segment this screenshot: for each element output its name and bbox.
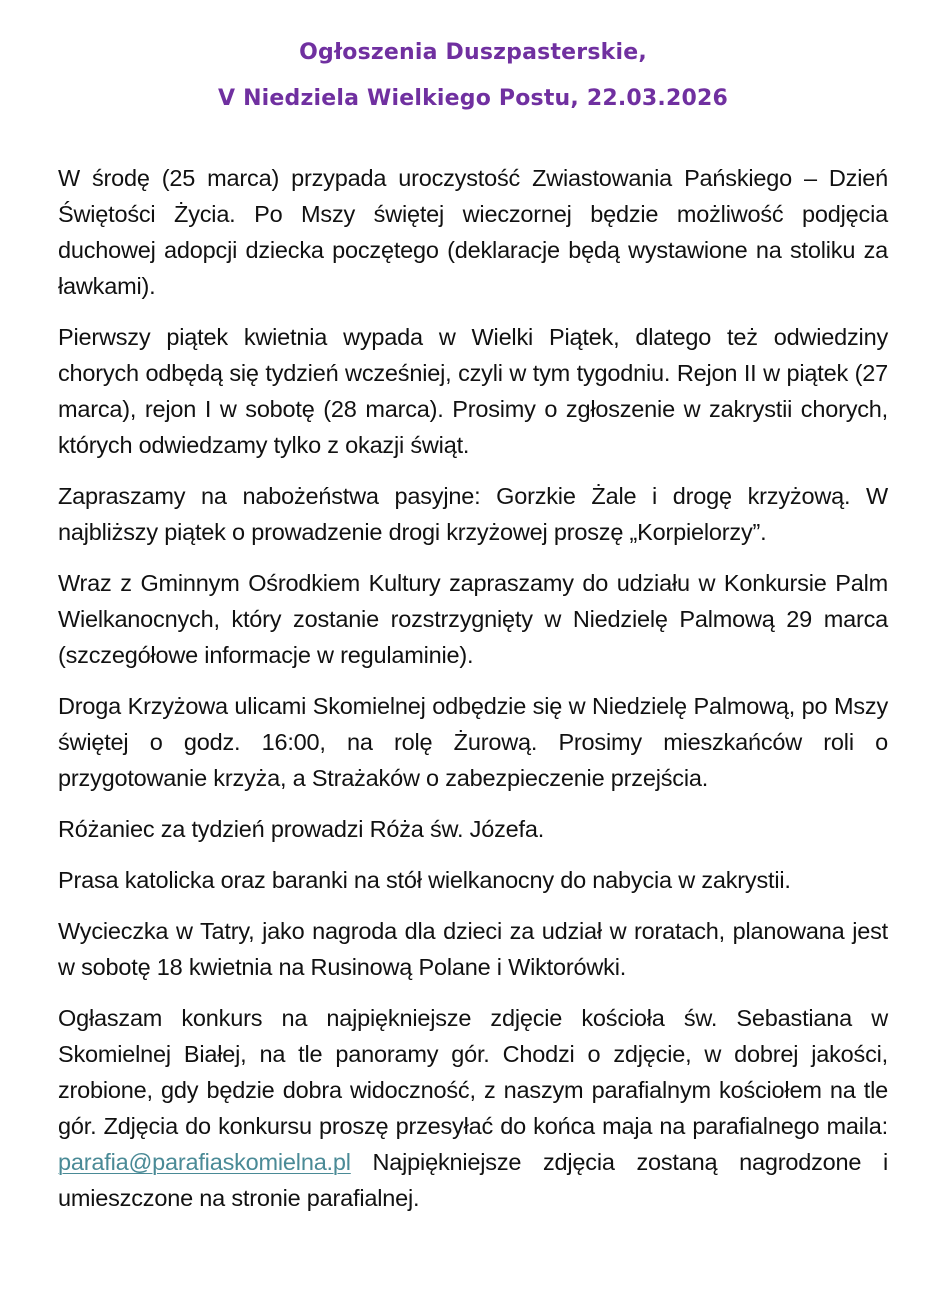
announcement-page bbox=[58, 30, 888, 1231]
photo-contest-text-after: Najpiękniejsze zdjęcia zostaną nagrodzone i umieszczone na stronie parafialnej. bbox=[58, 1149, 888, 1211]
parish-email-link[interactable]: parafia@parafiaskomielna.pl bbox=[58, 1149, 351, 1175]
announcement-photo-contest bbox=[58, 1000, 888, 1216]
announcement-tatra-trip: Wycieczka w Tatry, jako nagroda dla dzieci za udział w roratach, planowana jest w sobotę 18 kwietnia na Rusinową Polane i Wiktorówki. bbox=[58, 918, 888, 980]
photo-contest-text-before: Ogłaszam konkurs na najpiękniejsze zdjęcie kościoła św. Sebastiana w Skomielnej Białej, na tle panoramy gór. Chodzi o zdjęcie, w dobrej jakości, zrobione, gdy będzie dobra widoczność, z naszym parafialnym kościołem na tle gór. Zdjęcia do konkursu proszę przesyłać do końca maja na parafialnego maila: bbox=[58, 1005, 888, 1139]
title-line-1: Ogłoszenia Duszpasterskie, bbox=[299, 40, 647, 65]
announcements-body bbox=[58, 160, 888, 1216]
announcement-annunciation: W środę (25 marca) przypada uroczystość Zwiastowania Pańskiego – Dzień Świętości Życia. Po Mszy świętej wieczornej będzie możliwość podjęcia duchowej adopcji dziecka poczętego (deklaracje będą wystawione na stoliku za ławkami). bbox=[58, 165, 888, 299]
title-line-2: V Niedziela Wielkiego Postu, 22.03.2026 bbox=[217, 86, 728, 111]
announcement-sick-visits: Pierwszy piątek kwietnia wypada w Wielki Piątek, dlatego też odwiedziny chorych odbędą się tydzień wcześniej, czyli w tym tygodniu. Rejon II w piątek (27 marca), rejon I w sobotę (28 marca). Prosimy o zgłoszenie w zakrystii chorych, których odwiedzamy tylko z okazji świąt. bbox=[58, 324, 888, 458]
page-title bbox=[58, 30, 888, 122]
announcement-palm-contest: Wraz z Gminnym Ośrodkiem Kultury zapraszamy do udziału w Konkursie Palm Wielkanocnych, który zostanie rozstrzygnięty w Niedzielę Palmową 29 marca (szczegółowe informacje w regulaminie). bbox=[58, 570, 888, 668]
announcement-catholic-press: Prasa katolicka oraz baranki na stół wielkanocny do nabycia w zakrystii. bbox=[58, 867, 791, 893]
announcement-passion-services: Zapraszamy na nabożeństwa pasyjne: Gorzkie Żale i drogę krzyżową. W najbliższy piątek o prowadzenie drogi krzyżowej proszę „Korpielorzy”. bbox=[58, 483, 888, 545]
announcement-way-of-cross: Droga Krzyżowa ulicami Skomielnej odbędzie się w Niedzielę Palmową, po Mszy świętej o godz. 16:00, na rolę Żurową. Prosimy mieszkańców roli o przygotowanie krzyża, a Strażaków o zabezpieczenie przejścia. bbox=[58, 693, 888, 791]
announcement-rosary: Różaniec za tydzień prowadzi Róża św. Józefa. bbox=[58, 816, 545, 842]
